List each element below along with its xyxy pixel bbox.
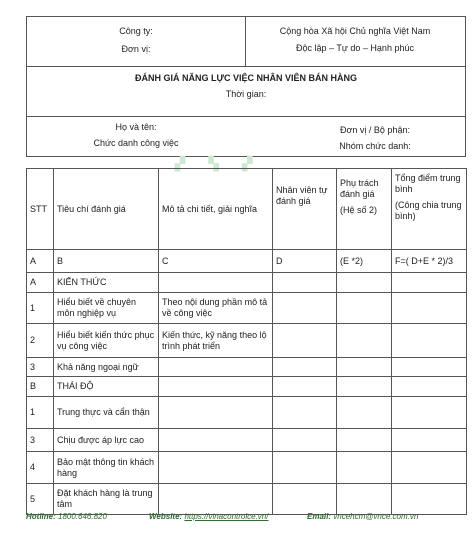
- email-label: Email:: [307, 512, 332, 521]
- cell-stt: A: [27, 250, 54, 273]
- cell-average-score[interactable]: [392, 484, 467, 515]
- cell-self-score[interactable]: [273, 358, 337, 377]
- table-header-row: [27, 169, 467, 250]
- cell-stt: 1: [27, 397, 54, 429]
- cell-criteria: Đặt khách hàng là trung tâm: [54, 484, 159, 515]
- cell-description: [159, 397, 273, 429]
- cell-self-score[interactable]: [273, 293, 337, 324]
- cell-average-score: F=( D+E * 2)/3: [392, 250, 467, 273]
- cell-description: [159, 484, 273, 515]
- cell-stt: 1: [27, 293, 54, 324]
- footer-website: [149, 512, 268, 521]
- department-label: Đơn vị / Bộ phận:: [340, 125, 410, 135]
- header-supervisor-assessment: [337, 169, 392, 250]
- evaluation-table: [26, 168, 467, 515]
- job-title-label: Chức danh công việc: [93, 138, 179, 148]
- header-average-label: Tổng điểm trung bình: [395, 173, 461, 194]
- cell-criteria: Trung thực và cẩn thận: [54, 397, 159, 429]
- cell-supervisor-score[interactable]: [337, 452, 392, 484]
- cell-supervisor-score[interactable]: [337, 358, 392, 377]
- cell-stt: 3: [27, 429, 54, 452]
- table-row: [27, 273, 467, 293]
- cell-description: [159, 377, 273, 397]
- cell-self-score[interactable]: [273, 324, 337, 358]
- cell-stt: 4: [27, 452, 54, 484]
- cell-description: [159, 358, 273, 377]
- country-name: Cộng hòa Xã hội Chủ nghĩa Việt Nam: [279, 26, 431, 36]
- cell-description: Theo nội dung phần mô tả về công việc: [159, 293, 273, 324]
- cell-self-score[interactable]: [273, 397, 337, 429]
- cell-criteria: Bảo mật thông tin khách hàng: [54, 452, 159, 484]
- cell-stt: 3: [27, 358, 54, 377]
- email-address[interactable]: vncehcm@vnce.com.vn: [333, 512, 419, 521]
- cell-average-score[interactable]: [392, 324, 467, 358]
- cell-self-score[interactable]: [273, 452, 337, 484]
- cell-stt: 2: [27, 324, 54, 358]
- table-row: [27, 484, 467, 515]
- cell-stt: B: [27, 377, 54, 397]
- cell-average-score[interactable]: [392, 429, 467, 452]
- cell-supervisor-score[interactable]: [337, 293, 392, 324]
- company-cell: [27, 17, 246, 66]
- cell-average-score[interactable]: [392, 377, 467, 397]
- header-criteria: Tiêu chí đánh giá: [54, 169, 159, 250]
- unit-label: Đơn vị:: [121, 44, 151, 54]
- hotline-number[interactable]: 1800.646.820: [58, 512, 107, 521]
- footer-hotline: [26, 512, 107, 521]
- cell-stt: A: [27, 273, 54, 293]
- cell-supervisor-score[interactable]: [337, 397, 392, 429]
- cell-criteria: Hiểu biết kiến thức phục vụ công việc: [54, 324, 159, 358]
- header-supervisor-label: Phụ trách đánh giá: [340, 178, 379, 199]
- document-title: ĐÁNH GIÁ NĂNG LỰC VIỆC NHÂN VIÊN BÁN HÀNG: [135, 73, 357, 83]
- employee-cell: [27, 116, 245, 158]
- cell-description: C: [159, 250, 273, 273]
- header-average-score: [392, 169, 467, 250]
- cell-criteria: KIẾN THỨC: [54, 273, 159, 293]
- header-stt: STT: [27, 169, 54, 250]
- cell-description: [159, 452, 273, 484]
- cell-self-score[interactable]: [273, 429, 337, 452]
- cell-self-score: D: [273, 250, 337, 273]
- cell-supervisor-score[interactable]: [337, 429, 392, 452]
- hotline-label: Hotline:: [26, 512, 56, 521]
- cell-average-score[interactable]: [392, 358, 467, 377]
- cell-supervisor-score[interactable]: [337, 484, 392, 515]
- table-row: [27, 377, 467, 397]
- watermark-logo: ▞ ▚ ▞: [175, 156, 263, 171]
- time-label: Thời gian:: [225, 89, 267, 99]
- cell-criteria: Hiểu biết về chuyên môn nghiệp vụ: [54, 293, 159, 324]
- table-row: [27, 358, 467, 377]
- cell-supervisor-score[interactable]: [337, 324, 392, 358]
- cell-self-score[interactable]: [273, 484, 337, 515]
- header-top-row: [27, 17, 465, 67]
- table-row: [27, 250, 467, 273]
- table-row: [27, 293, 467, 324]
- header-self-assessment: [273, 169, 337, 250]
- cell-average-score[interactable]: [392, 293, 467, 324]
- cell-average-score[interactable]: [392, 452, 467, 484]
- header-self-assessment-label: Nhân viên tự đánh giá: [276, 185, 328, 206]
- table-row: [27, 397, 467, 429]
- header-average-note: (Công chia trung bình): [395, 200, 462, 221]
- cell-description: Kiến thức, kỹ năng theo lộ trình phát triển: [159, 324, 273, 358]
- cell-supervisor-score: (E *2): [337, 250, 392, 273]
- cell-supervisor-score[interactable]: [337, 273, 392, 293]
- website-label: Website:: [149, 512, 183, 521]
- cell-description: [159, 429, 273, 452]
- cell-self-score[interactable]: [273, 377, 337, 397]
- cell-description: [159, 273, 273, 293]
- employee-info-row: [27, 116, 465, 158]
- header-description: Mô tả chi tiết, giải nghĩa: [159, 169, 273, 250]
- company-label: Công ty:: [119, 26, 153, 36]
- cell-average-score[interactable]: [392, 397, 467, 429]
- header-coefficient-label: (Hệ số 2): [340, 205, 378, 215]
- name-label: Họ và tên:: [115, 122, 157, 132]
- website-link[interactable]: https://vinacontrolce.vn/: [184, 512, 269, 521]
- cell-criteria: Khả năng ngoại ngữ: [54, 358, 159, 377]
- cell-supervisor-score[interactable]: [337, 377, 392, 397]
- department-cell: [245, 116, 465, 158]
- national-motto: Độc lập – Tự do – Hạnh phúc: [296, 43, 414, 53]
- national-title-cell: [245, 17, 465, 66]
- cell-self-score[interactable]: [273, 273, 337, 293]
- cell-stt: 5: [27, 484, 54, 515]
- table-row: [27, 324, 467, 358]
- title-row: [27, 66, 465, 117]
- table-row: [27, 429, 467, 452]
- form-header: [26, 16, 466, 157]
- cell-criteria: Chịu được áp lực cao: [54, 429, 159, 452]
- table-row: [27, 452, 467, 484]
- cell-average-score[interactable]: [392, 273, 467, 293]
- group-label: Nhóm chức danh:: [339, 141, 411, 151]
- cell-criteria: THÁI ĐỘ: [54, 377, 159, 397]
- cell-criteria: B: [54, 250, 159, 273]
- footer-email: [307, 512, 418, 521]
